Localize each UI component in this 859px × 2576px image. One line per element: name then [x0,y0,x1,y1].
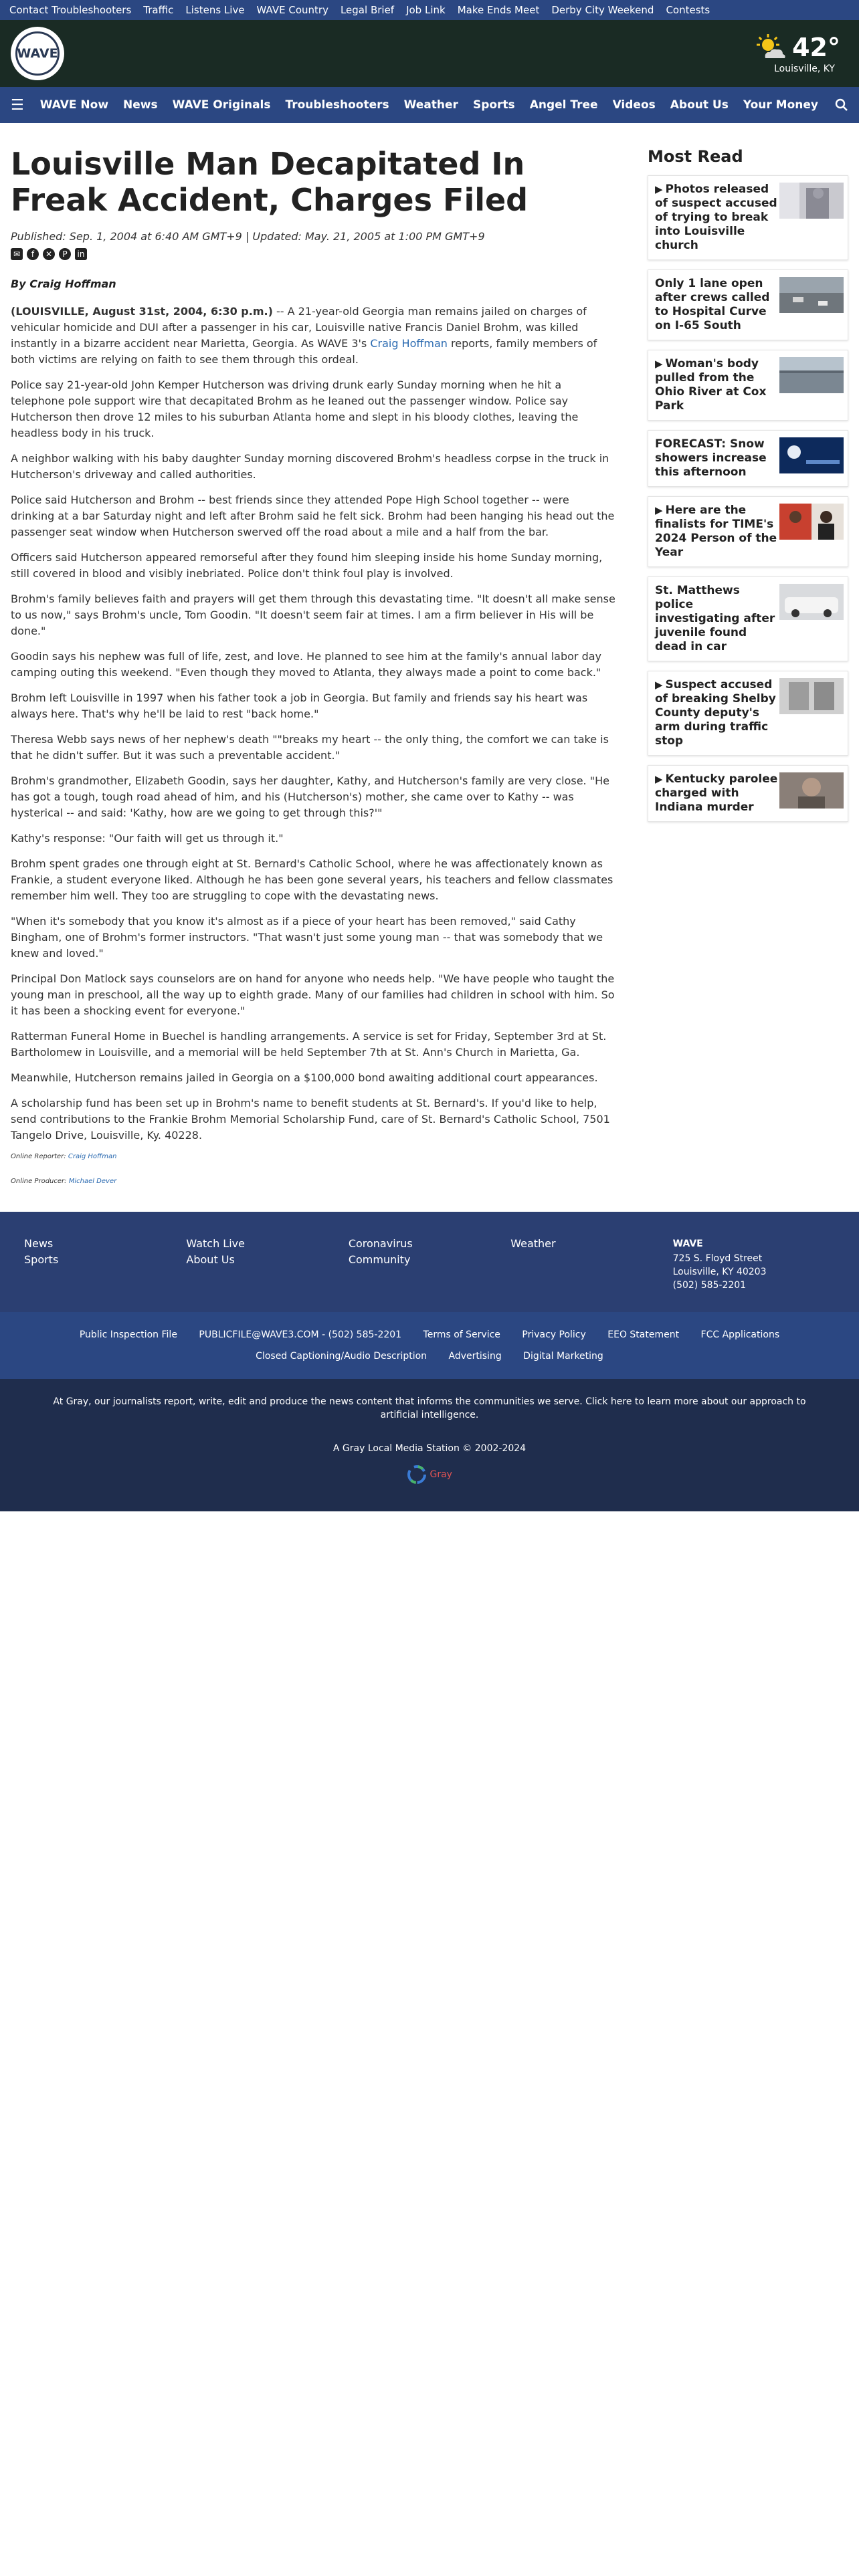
article-paragraph: Goodin says his nephew was full of life, zest, and love. He planned to see him at the family's annual labor day camping outing this weekend. "Even though they moved to Atlanta, they always made a point to come back." [11,650,601,679]
article-paragraph: Ratterman Funeral Home in Buechel is handling arrangements. A service is set for Friday, September 3rd at St. Bartholomew in Louisville, and a memorial will be held September 7th at St. Ann's Church in Marietta, Ga. [11,1030,607,1059]
footer-link-coronavirus[interactable]: Coronavirus [348,1237,413,1250]
footer-link-sports[interactable]: Sports [24,1253,59,1266]
most-read-item[interactable] [648,175,848,260]
topbar-link-make-ends-meet[interactable]: Make Ends Meet [457,4,540,16]
footer-link-watch-live[interactable]: Watch Live [186,1237,245,1250]
footer-legal-links [0,1312,859,1379]
nav-item-wave-now[interactable]: WAVE Now [39,98,109,112]
article-paragraph: A scholarship fund has been set up in Brohm's name to benefit students at St. Bernard's. If you'd like to help, send contributions to the Frankie Brohm Memorial Scholarship Fund, care of St. Bernard's Catholic School, 7501 Tangelo Drive, Louisville, Ky. 40228. [11,1097,610,1142]
online-reporter-credit [11,1153,615,1160]
gray-media-logo[interactable] [40,1465,819,1485]
reporter-label: Online Reporter: [11,1153,68,1160]
nav-item-videos[interactable]: Videos [612,98,656,112]
weather-widget[interactable] [756,33,840,74]
footer-column [510,1236,672,1292]
lede-dateline: (LOUISVILLE, August 31st, 2004, 6:30 p.m.) [11,305,273,318]
article-paragraph: Brohm spent grades one through eight at St. Bernard's Catholic School, where he was affectionately known as Frankie, a student everyone liked. Although he has been gone several years, his teachers and fellow classmates remember him well. They too are struggling to cope with the devastating news. [11,857,613,902]
lede-text-2: reports, family members of both victims are relying on faith to see them through this ordeal. [11,337,597,366]
hamburger-menu-icon[interactable]: ☰ [11,96,24,114]
story-thumbnail [779,772,844,809]
share-bar [11,248,615,260]
most-read-item[interactable] [648,350,848,421]
article-paragraph: Brohm left Louisville in 1997 when his father took a job in Georgia. But family and friends say his heart was always here. That's why he'll be laid to rest "back home." [11,691,588,720]
station-address-line-1: 725 S. Floyd Street [672,1253,763,1264]
most-read-headline: Kentucky parolee charged with Indiana murder [655,772,778,814]
weather-temperature: 42° [792,33,840,62]
pinterest-share-icon[interactable]: P [59,248,71,260]
most-read-headline: Suspect accused of breaking Shelby County deputy's arm during traffic stop [655,678,776,748]
footer-link-digital-marketing[interactable]: Digital Marketing [523,1351,603,1362]
play-circle-icon: ▶︎ [655,504,663,516]
story-thumbnail [779,357,844,393]
article-paragraph: Police said Hutcherson and Brohm -- best friends since they attended Pope High School together -- were drinking at a bar Saturday night and left after Brohm said he felt sick. Brohm had been hanging his head out the passenger seat window when Hutcherson swerved off the road about a mile and a half from the bar. [11,494,615,538]
brand-bar [0,20,859,87]
ai-policy-note[interactable]: At Gray, our journalists report, write, edit and produce the news content that informs the communities we serve. Click here to learn more about our approach to artificial intelligence. [53,1396,806,1420]
story-thumbnail [779,504,844,540]
footer-column [349,1236,510,1292]
article-timestamp: Published: Sep. 1, 2004 at 6:40 AM GMT+9 | Updated: May. 21, 2005 at 1:00 PM GMT+9 [11,230,485,243]
story-thumbnail [779,183,844,219]
article-paragraph: Principal Don Matlock says counselors are on hand for anyone who needs help. "We have people who taught the young man in preschool, all the way up to eighth grade. Many of our families had children in school with him. So it has been a shocking event for everyone." [11,972,615,1017]
play-circle-icon: ▶︎ [655,773,663,785]
topbar-link-job-link[interactable]: Job Link [406,4,446,16]
gray-logo-icon [407,1465,427,1485]
footer-link-privacy-policy[interactable]: Privacy Policy [522,1329,586,1340]
partly-sunny-icon [756,34,787,61]
topbar-link-derby-city-weekend[interactable]: Derby City Weekend [551,4,654,16]
footer-link-public-file-email[interactable]: PUBLICFILE@WAVE3.COM - (502) 585-2201 [199,1329,402,1340]
article-paragraph: "When it's somebody that you know it's almost as if a piece of your heart has been removed," said Cathy Bingham, one of Brohm's former instructors. "That wasn't just some young man -- that was somebody that we knew and loved." [11,915,603,960]
reporter-link[interactable]: Craig Hoffman [370,337,448,350]
logo-text: WAVE [15,31,60,76]
article-paragraph: Officers said Hutcherson appeared remorseful after they found him sleeping inside his home Sunday morning, still covered in blood and visibly inebriated. Police don't think foul play is involved. [11,551,603,580]
nav-item-your-money[interactable]: Your Money [743,98,818,112]
article-byline: By Craig Hoffman [11,278,116,290]
story-thumbnail [779,584,844,620]
most-read-sidebar [648,123,848,1185]
footer-bottom [0,1379,859,1511]
station-name: WAVE [672,1239,703,1249]
weather-location: Louisville, KY [774,64,835,74]
article-paragraph: Theresa Webb says news of her nephew's death ""breaks my heart -- the only thing, the comfort we can take is that he didn't suffer. But it was such a preventable accident." [11,733,609,762]
station-address-line-2: Louisville, KY 40203 [672,1267,767,1277]
article-column [11,123,615,1185]
footer-link-eeo-statement[interactable]: EEO Statement [607,1329,680,1340]
most-read-item[interactable] [648,576,848,661]
most-read-item[interactable] [648,270,848,340]
topbar-link-legal-brief[interactable]: Legal Brief [340,4,395,16]
copyright-text: A Gray Local Media Station © 2002-2024 [332,1443,527,1454]
footer-links [0,1212,859,1312]
article-paragraph: Brohm's family believes faith and prayers will get them through this devastating time. "It doesn't all make sense to us now," says Brohm's uncle, Tom Goodin. "It doesn't seem fair at times. I am a firm believer in His will be done." [11,593,615,637]
article-body [11,304,615,1144]
play-circle-icon: ▶︎ [655,358,663,370]
article-paragraph: A neighbor walking with his baby daughter Sunday morning discovered Brohm's headless corpse in the truck in Hutcherson's driveway and called authorities. [11,452,609,481]
topbar-link-listens-live[interactable]: Listens Live [185,4,245,16]
search-icon[interactable] [835,98,848,112]
story-thumbnail [779,678,844,714]
article-headline: Louisville Man Decapitated In Freak Accident, Charges Filed [11,146,529,218]
most-read-headline: Photos released of suspect accused of trying to break into Louisville church [655,183,777,252]
page-body [0,123,859,1185]
story-thumbnail [779,437,844,473]
nav-item-weather[interactable]: Weather [403,98,458,112]
article-paragraph: Meanwhile, Hutcherson remains jailed in Georgia on a $100,000 bond awaiting additional court appearances. [11,1071,598,1084]
most-read-headline: Here are the finalists for TIME's 2024 Person of the Year [655,504,777,559]
topbar-link-contact-troubleshooters[interactable]: Contact Troubleshooters [9,4,132,16]
linkedin-share-icon[interactable]: in [75,248,87,260]
producer-label: Online Producer: [11,1178,69,1185]
footer-link-advertising[interactable]: Advertising [448,1351,502,1362]
nav-item-wave-originals[interactable]: WAVE Originals [172,98,271,112]
most-read-title: Most Read [648,147,743,166]
footer-link-weather[interactable]: Weather [510,1237,556,1250]
article-paragraph: Brohm's grandmother, Elizabeth Goodin, says her daughter, Kathy, and Hutcherson's family are very close. "He has got a tough, tough road ahead of him, and his (Hutcherson's) mother, she came over to Kathy -- was hysterical -- and said: 'Kathy, how are we going to get through this?'" [11,774,609,819]
article-paragraph: Kathy's response: "Our faith will get us through it." [11,832,284,845]
footer-link-news[interactable]: News [24,1237,54,1250]
gray-logo-text: Gray [430,1469,452,1480]
online-producer-link[interactable]: Michael Dever [68,1178,117,1185]
nav-item-about-us[interactable]: About Us [670,98,729,112]
story-thumbnail [779,277,844,313]
nav-item-sports[interactable]: Sports [472,98,515,112]
footer-link-closed-captioning[interactable]: Closed Captioning/Audio Description [256,1351,427,1362]
top-utility-bar [0,0,859,20]
most-read-item[interactable] [648,430,848,487]
footer-link-terms-of-service[interactable]: Terms of Service [423,1329,500,1340]
most-read-item[interactable] [648,765,848,822]
online-reporter-link[interactable]: Craig Hoffman [68,1153,117,1160]
nav-item-troubleshooters[interactable]: Troubleshooters [285,98,389,112]
nav-item-angel-tree[interactable]: Angel Tree [529,98,598,112]
topbar-link-contests[interactable]: Contests [666,4,710,16]
main-nav [0,87,859,123]
most-read-item[interactable] [648,496,848,567]
most-read-headline: St. Matthews police investigating after juvenile found dead in car [655,584,775,653]
footer-link-about-us[interactable]: About Us [186,1253,235,1266]
footer-link-community[interactable]: Community [348,1253,411,1266]
article-paragraph: Police say 21-year-old John Kemper Hutcherson was driving drunk early Sunday morning when he hit a telephone pole support wire that decapitated Brohm as he leaned out the passenger window. Police say Hutcherson then drove 12 miles to his suburban Atlanta home and slept in his bloody clothes, leaving the headless body in his truck. [11,379,579,439]
footer-column [24,1236,186,1292]
article-lede [11,304,615,368]
most-read-item[interactable] [648,671,848,756]
online-producer-credit [11,1178,615,1185]
station-logo[interactable] [11,27,64,80]
lede-text-1: -- A 21-year-old Georgia man remains jailed on charges of vehicular homicide and DUI after a passenger in his car, Louisville native Francis Daniel Brohm, was killed instantly in a bizarre accident near Marietta, Georgia. As WAVE 3's [11,305,587,350]
nav-item-news[interactable]: News [123,98,158,112]
station-contact [673,1236,835,1292]
footer-link-fcc-applications[interactable]: FCC Applications [700,1329,780,1340]
play-circle-icon: ▶︎ [655,183,663,195]
station-phone: (502) 585-2201 [672,1280,747,1291]
x-share-icon[interactable]: ✕ [43,248,55,260]
play-circle-icon: ▶︎ [655,679,663,691]
facebook-share-icon[interactable]: f [27,248,39,260]
most-read-headline: Only 1 lane open after crews called to Hospital Curve on I-65 South [655,277,770,332]
most-read-headline: Woman's body pulled from the Ohio River at Cox Park [655,357,767,413]
topbar-link-traffic[interactable]: Traffic [143,4,174,16]
footer-link-public-inspection-file[interactable]: Public Inspection File [79,1329,177,1340]
most-read-headline: FORECAST: Snow showers increase this afternoon [655,437,767,479]
topbar-link-wave-country[interactable]: WAVE Country [256,4,328,16]
footer-column [186,1236,348,1292]
email-share-icon[interactable]: ✉ [11,248,23,260]
